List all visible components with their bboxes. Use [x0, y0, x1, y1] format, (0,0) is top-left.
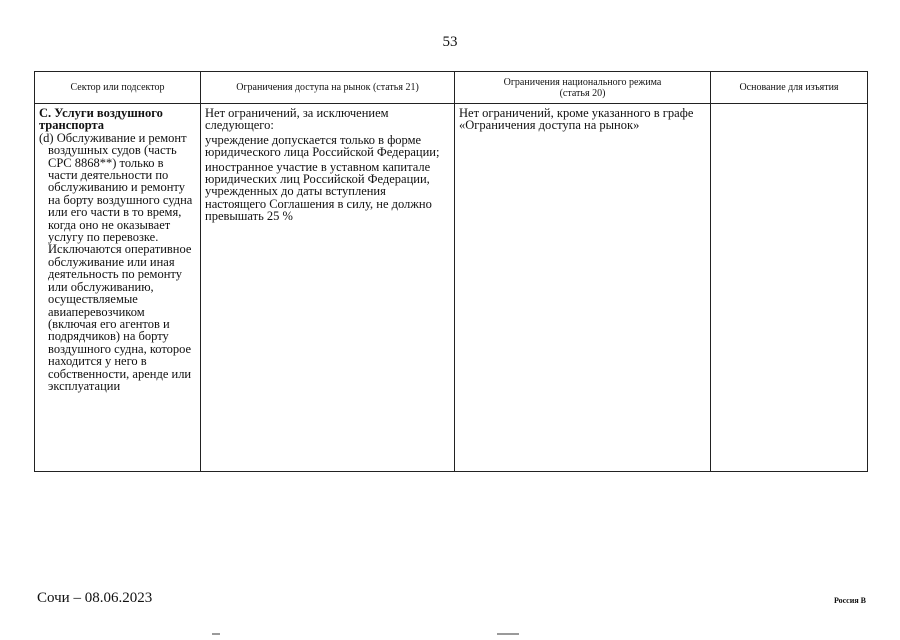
- header-exemption-basis: Основание для изъятия: [711, 72, 868, 104]
- header-national-treatment-line1: Ограничения национального режима: [503, 76, 662, 88]
- market-access-paragraph: учреждение допускается только в форме юридического лица Российской Федерации;: [205, 132, 440, 160]
- sector-title: C. Услуги воздушного транспорта: [39, 106, 163, 133]
- header-national-treatment: [455, 72, 711, 104]
- scan-artifact: [212, 633, 220, 635]
- schedule-table: [34, 71, 868, 472]
- page-number: 53: [442, 34, 458, 50]
- table-row: [35, 104, 868, 472]
- cell-market-access: [201, 104, 455, 472]
- market-access-paragraph: Нет ограничений, за исключением следующего:: [205, 106, 389, 133]
- header-market-access: Ограничения доступа на рынок (статья 21): [201, 72, 455, 104]
- cell-exemption-basis: [711, 104, 868, 472]
- market-access-paragraph: иностранное участие в уставном капитале юридических лиц Российской Федерации, учрежденных до даты вступления настоящего Соглашения в силу, не должно превышать 25 %: [205, 159, 432, 224]
- footer-location-date: Сочи – 08.06.2023: [37, 590, 153, 606]
- table-header-row: [35, 72, 868, 104]
- header-sector: Сектор или подсектор: [35, 72, 201, 104]
- sector-subsector: (d) Обслуживание и ремонт воздушных судов (часть CPC 8868**) только в части деятельности по обслуживанию и ремонту на борту воздушного судна или его части в то время, когда оно не оказывает услугу по перевозке. Исключаются оперативное обслуживание или иная деятельность по ремонту или обслуживанию, осуществляемые авиаперевозчиком (включая его агентов и подрядчиков) на борту воздушного судна, которое находится у него в собственности, аренде или эксплуатации: [39, 130, 193, 393]
- footer-document-code: Россия В: [833, 596, 866, 605]
- header-national-treatment-line2: (статья 20): [559, 87, 606, 99]
- cell-national-treatment: Нет ограничений, кроме указанного в графе «Ограничения доступа на рынок»: [455, 104, 711, 472]
- scan-artifact: [497, 633, 519, 635]
- cell-sector: [35, 104, 201, 472]
